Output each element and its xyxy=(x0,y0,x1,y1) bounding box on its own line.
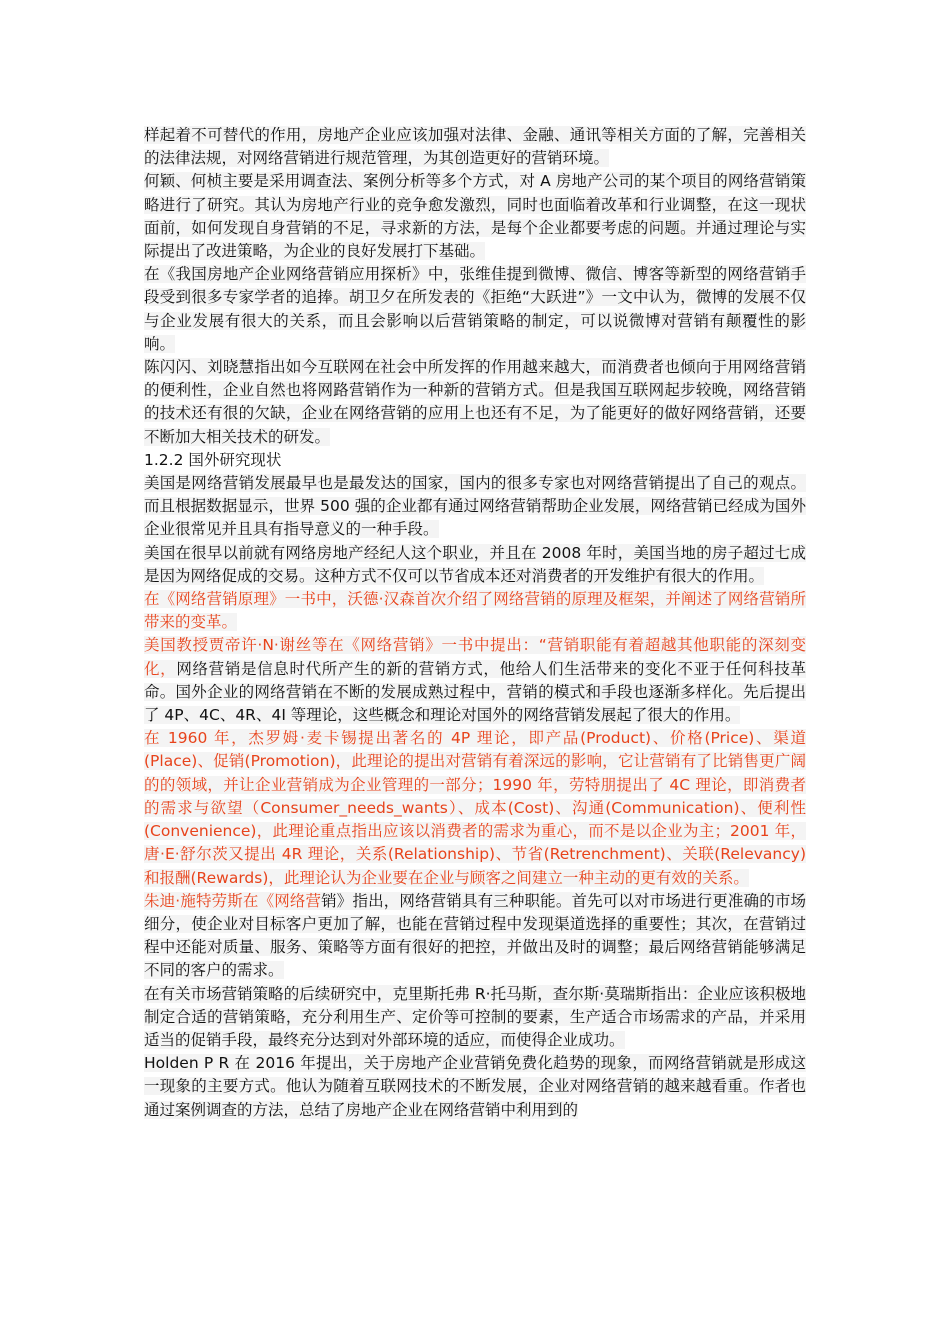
paragraph-text-red: 朱迪·施特劳斯在《网络营 xyxy=(144,891,322,910)
paragraph-legal xyxy=(144,124,806,170)
paragraph-text: Holden P R 在 2016 年提出，关于房地产企业营销免费化趋势的现象，而网络营销就是形成这一现象的主要方式。他认为随着互联网技术的不断发展，企业对网络营销的越来越看重。作者也通过案例调查的方法，总结了房地产企业在网络营销中利用到的 xyxy=(144,1054,806,1119)
paragraph-text: 在《网络营销原理》一书中，沃德·汉森首次介绍了网络营销的原理及框架，并阐述了网络营销所带来的变革。 xyxy=(144,590,806,632)
paragraph-4p-4c-4r xyxy=(144,727,806,889)
paragraph-text: 在有关市场营销策略的后续研究中，克里斯托弗 R·托马斯，查尔斯·莫瑞斯指出：企业应该积极地制定合适的营销策略，充分利用生产、定价等可控制的要素，生产适合市场需求的产品，并采用适当的促销手段，最终充分达到对外部环境的适应，而使得企业成功。 xyxy=(144,984,806,1049)
paragraph-text: 样起着不可替代的作用，房地产企业应该加强对法律、金融、通讯等相关方面的了解，完善相关的法律法规，对网络营销进行规范管理，为其创造更好的营销环境。 xyxy=(144,126,806,168)
section-heading xyxy=(144,449,806,472)
paragraph-usa-origin xyxy=(144,472,806,542)
paragraph-usa-broker xyxy=(144,542,806,588)
paragraph-ward-hanson xyxy=(144,588,806,634)
paragraph-chen-shanshan xyxy=(144,356,806,449)
document-body xyxy=(144,124,806,1122)
paragraph-text: 美国在很早以前就有网络房地产经纪人这个职业，并且在 2008 年时，美国当地的房子超过七成是因为网络促成的交易。这种方式不仅可以节省成本还对消费者的开发维护有很大的作用。 xyxy=(144,543,806,585)
heading-text: 1.2.2 国外研究现状 xyxy=(144,450,282,469)
paragraph-zhang-weijia xyxy=(144,263,806,356)
paragraph-strauss xyxy=(144,890,806,983)
paragraph-text: 陈闪闪、刘晓慧指出如今互联网在社会中所发挥的作用越来越大，而消费者也倾向于用网络营销的便利性，企业自然也将网路营销作为一种新的营销方式。但是我国互联网起步较晚，网络营销的技术还有很的欠缺，企业在网络营销的应用上也还有不足，为了能更好的做好网络营销，还要不断加大相关技术的研发。 xyxy=(144,358,806,446)
paragraph-text-red: 美国教授贾帝许·N·谢丝等在《网络营销》一书中提出：“营销职能有着超越其他职能的深刻变化， xyxy=(144,636,806,678)
paragraph-sheth xyxy=(144,634,806,727)
paragraph-text: 网络营销是信息时代所产生的新的营销方式，他给人们生活带来的变化不亚于任何科技革命。国外企业的网络营销在不断的发展成熟过程中，营销的模式和手段也逐渐多样化。先后提出了 4P、4C、4R、4I 等理论，这些概念和理论对国外的网络营销发展起了很大的作用。 xyxy=(144,659,806,725)
paragraph-he-ying xyxy=(144,170,806,263)
paragraph-text: 何颖、何桢主要是采用调查法、案例分析等多个方式，对 A 房地产公司的某个项目的网络营销策略进行了研究。其认为房地产行业的竞争愈发激烈，同时也面临着改革和行业调整，在这一现状面前，如何发现自身营销的不足，寻求新的方法，是每个企业都要考虑的问题。并通过理论与实际提出了改进策略，为企业的良好发展打下基础。 xyxy=(144,172,806,261)
paragraph-text: 销》指出，网络营销具有三种职能。首先可以对市场进行更准确的市场细分，使企业对目标客户更加了解，也能在营销过程中发现渠道选择的重要性；其次，在营销过程中还能对质量、服务、策略等方面有很好的把控，并做出及时的调整；最后网络营销能够满足不同的客户的需求。 xyxy=(144,891,806,980)
paragraph-text: 在 1960 年，杰罗姆·麦卡锡提出著名的 4P 理论，即产品(Product)、价格(Price)、渠道(Place)、促销(Promotion)，此理论的提出对营销有着深远的影响，它让营销有了比销售更广阔的的领域，并让企业营销成为企业管理的一部分；1990 年，劳特朋提出了 4C 理论，即消费者的需求与欲望（Consumer_needs_wants）、成本(Cost)、沟通(Communication)、便利性(Convenience)，此理论重点指出应该以消费者的需求为重心，而不是以企业为主；2001 年，唐·E·舒尔茨又提出 4R 理论，关系(Relationship)、节省(Retrenchment)、关联(Relevancy)和报酬(Rewards)，此理论认为企业要在企业与顾客之间建立一种主动的更有效的关系。 xyxy=(144,729,806,887)
paragraph-text: 美国是网络营销发展最早也是最发达的国家，国内的很多专家也对网络营销提出了自己的观点。而且根据数据显示，世界 500 强的企业都有通过网络营销帮助企业发展，网络营销已经成为国外企业很常见并且具有指导意义的一种手段。 xyxy=(144,474,806,539)
paragraph-holden xyxy=(144,1052,806,1122)
paragraph-thomas-morris xyxy=(144,983,806,1053)
paragraph-text: 在《我国房地产企业网络营销应用探析》中，张维佳提到微博、微信、博客等新型的网络营销手段受到很多专家学者的追捧。胡卫夕在所发表的《拒绝“大跃进”》一文中认为，微博的发展不仅与企业发展有很大的关系，而且会影响以后营销策略的制定，可以说微博对营销有颠覆性的影响。 xyxy=(144,265,806,353)
